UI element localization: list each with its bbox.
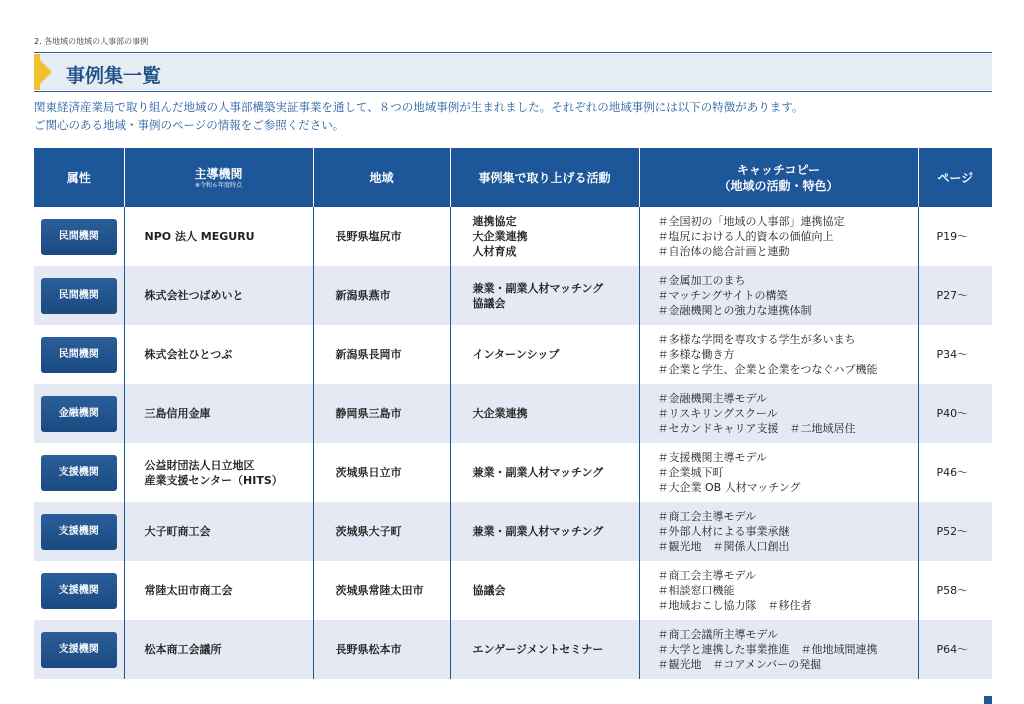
activity-cell (450, 207, 639, 266)
page-cell: P64〜 (918, 620, 992, 679)
org-cell (124, 207, 313, 266)
table-row (34, 561, 992, 620)
org-cell (124, 384, 313, 443)
table-row (34, 266, 992, 325)
activity-item: 大企業連携 (472, 230, 528, 243)
page-cell: P52〜 (918, 502, 992, 561)
activity-cell (450, 325, 639, 384)
activity-cell (450, 384, 639, 443)
org-name: 株式会社つばめいと (144, 289, 244, 302)
catch-item: ＃リスキリングスクール (657, 407, 778, 420)
catch-cell (639, 561, 918, 620)
table-row (34, 325, 992, 384)
intro-line-2: ご関心のある地域・事例のページの情報をご参照ください。 (34, 118, 345, 132)
attribute-cell (34, 502, 124, 561)
activity-item: 協議会 (472, 296, 506, 310)
corner-mark (984, 696, 992, 704)
title-band (34, 54, 992, 90)
catch-item: ＃セカンドキャリア支援 ＃二地域居住 (657, 422, 856, 435)
catch-item: ＃大学と連携した事業推進 ＃他地域間連携 (657, 643, 878, 656)
page-title: 事例集一覧 (66, 65, 162, 87)
org-name: 三島信用金庫 (144, 407, 211, 420)
activity-item: 兼業・副業人材マッチング (472, 525, 604, 538)
catch-cell (639, 325, 918, 384)
catch-item: ＃多様な働き方 (657, 348, 735, 361)
catch-item: ＃商工会議所主導モデル (657, 628, 778, 641)
page-cell: P19〜 (918, 207, 992, 266)
header-page: ページ (918, 148, 992, 207)
header-catch-line-1: キャッチコピー (736, 162, 821, 177)
catch-cell (639, 266, 918, 325)
activity-cell (450, 443, 639, 502)
catch-cell (639, 207, 918, 266)
attribute-badge: 金融機関 (41, 396, 117, 432)
activity-cell (450, 561, 639, 620)
region-cell: 新潟県燕市 (313, 266, 450, 325)
activity-item: 連携協定 (472, 215, 517, 228)
org-name: 大子町商工会 (144, 525, 211, 538)
org-name: 松本商工会議所 (144, 643, 222, 656)
attribute-cell (34, 266, 124, 325)
attribute-badge: 支援機関 (41, 514, 117, 550)
catch-item: ＃支援機関主導モデル (657, 451, 767, 464)
header-attribute: 属性 (34, 148, 124, 207)
catch-item: ＃多様な学問を専攻する学生が多いまち (657, 333, 856, 346)
table-row (34, 620, 992, 679)
header-lead (124, 148, 313, 207)
catch-item: ＃全国初の「地域の人事部」連携協定 (657, 215, 845, 228)
activity-item: 兼業・副業人材マッチング (472, 466, 604, 479)
header-lead-label: 主導機関 (194, 166, 243, 181)
activity-cell (450, 266, 639, 325)
activity-item: 人材育成 (472, 245, 517, 258)
catch-item: ＃相談窓口機能 (657, 584, 735, 597)
catch-item: ＃外部人材による事業承継 (657, 525, 790, 538)
activity-item: 協議会 (472, 584, 506, 597)
attribute-cell (34, 620, 124, 679)
intro-text (34, 98, 803, 134)
region-cell: 新潟県長岡市 (313, 325, 450, 384)
org-name: 常陸太田市商工会 (144, 584, 233, 597)
catch-item: ＃観光地 ＃コアメンバーの発掘 (657, 658, 822, 671)
catch-item: ＃マッチングサイトの構築 (657, 289, 788, 302)
catch-item: ＃企業城下町 (657, 466, 724, 479)
breadcrumb: 2. 各地域の地域の人事部の事例 (34, 37, 149, 46)
org-name: 公益財団法人日立地区 (144, 458, 255, 472)
intro-line-1: 関東経済産業局で取り組んだ地域の人事部構築実証事業を通して、８つの地域事例が生まれました。それぞれの地域事例には以下の特徴があります。 (34, 100, 804, 114)
header-lead-note: ※令和６年度時点 (194, 181, 243, 189)
catch-item: ＃金融機関主導モデル (657, 392, 767, 405)
org-cell (124, 443, 313, 502)
case-table (34, 148, 992, 679)
catch-item: ＃塩尻における人的資本の価値向上 (657, 230, 834, 243)
catch-cell (639, 620, 918, 679)
table-row (34, 384, 992, 443)
org-cell (124, 325, 313, 384)
page-cell: P46〜 (918, 443, 992, 502)
region-cell: 長野県松本市 (313, 620, 450, 679)
org-name: NPO 法人 MEGURU (144, 230, 255, 243)
attribute-badge: 支援機関 (41, 573, 117, 609)
region-cell: 長野県塩尻市 (313, 207, 450, 266)
attribute-badge: 民間機関 (41, 278, 117, 314)
table-row (34, 502, 992, 561)
activity-item: 兼業・副業人材マッチング (472, 281, 604, 295)
attribute-cell (34, 561, 124, 620)
attribute-badge: 民間機関 (41, 337, 117, 373)
attribute-cell (34, 443, 124, 502)
org-cell (124, 561, 313, 620)
title-divider (34, 91, 992, 92)
catch-item: ＃企業と学生、企業と企業をつなぐハブ機能 (657, 363, 878, 376)
table-header-row (34, 148, 992, 207)
table-row (34, 207, 992, 266)
catch-item: ＃大企業 OB 人材マッチング (657, 481, 801, 494)
activity-cell (450, 502, 639, 561)
catch-cell (639, 502, 918, 561)
header-activity: 事例集で取り上げる活動 (450, 148, 639, 207)
title-arrow-icon (34, 54, 52, 90)
attribute-cell (34, 384, 124, 443)
org-cell (124, 266, 313, 325)
activity-cell (450, 620, 639, 679)
attribute-badge: 支援機関 (41, 632, 117, 668)
catch-item: ＃商工会主導モデル (657, 510, 756, 523)
catch-item: ＃金属加工のまち (657, 274, 746, 287)
page-cell: P27〜 (918, 266, 992, 325)
activity-item: エンゲージメントセミナー (472, 643, 604, 656)
catch-cell (639, 384, 918, 443)
org-cell (124, 620, 313, 679)
header-catch-line-2: （地域の活動・特色） (718, 178, 839, 193)
header-region: 地域 (313, 148, 450, 207)
catch-item: ＃観光地 ＃関係人口創出 (657, 540, 790, 553)
org-name: 産業支援センター（HITS） (144, 473, 283, 487)
header-catch (639, 148, 918, 207)
catch-item: ＃自治体の総合計画と連動 (657, 245, 790, 258)
region-cell: 茨城県常陸太田市 (313, 561, 450, 620)
page-cell: P34〜 (918, 325, 992, 384)
catch-item: ＃商工会主導モデル (657, 569, 756, 582)
attribute-badge: 民間機関 (41, 219, 117, 255)
attribute-cell (34, 207, 124, 266)
attribute-cell (34, 325, 124, 384)
table-row (34, 443, 992, 502)
region-cell: 茨城県日立市 (313, 443, 450, 502)
catch-cell (639, 443, 918, 502)
top-divider (34, 52, 992, 53)
org-name: 株式会社ひとつぶ (144, 348, 233, 361)
catch-item: ＃地域おこし協力隊 ＃移住者 (657, 599, 812, 612)
activity-item: 大企業連携 (472, 407, 528, 420)
table-body (34, 207, 992, 679)
catch-item: ＃金融機関との強力な連携体制 (657, 304, 812, 317)
activity-item: インターンシップ (472, 348, 560, 361)
region-cell: 静岡県三島市 (313, 384, 450, 443)
region-cell: 茨城県大子町 (313, 502, 450, 561)
page-cell: P58〜 (918, 561, 992, 620)
attribute-badge: 支援機関 (41, 455, 117, 491)
page-cell: P40〜 (918, 384, 992, 443)
org-cell (124, 502, 313, 561)
